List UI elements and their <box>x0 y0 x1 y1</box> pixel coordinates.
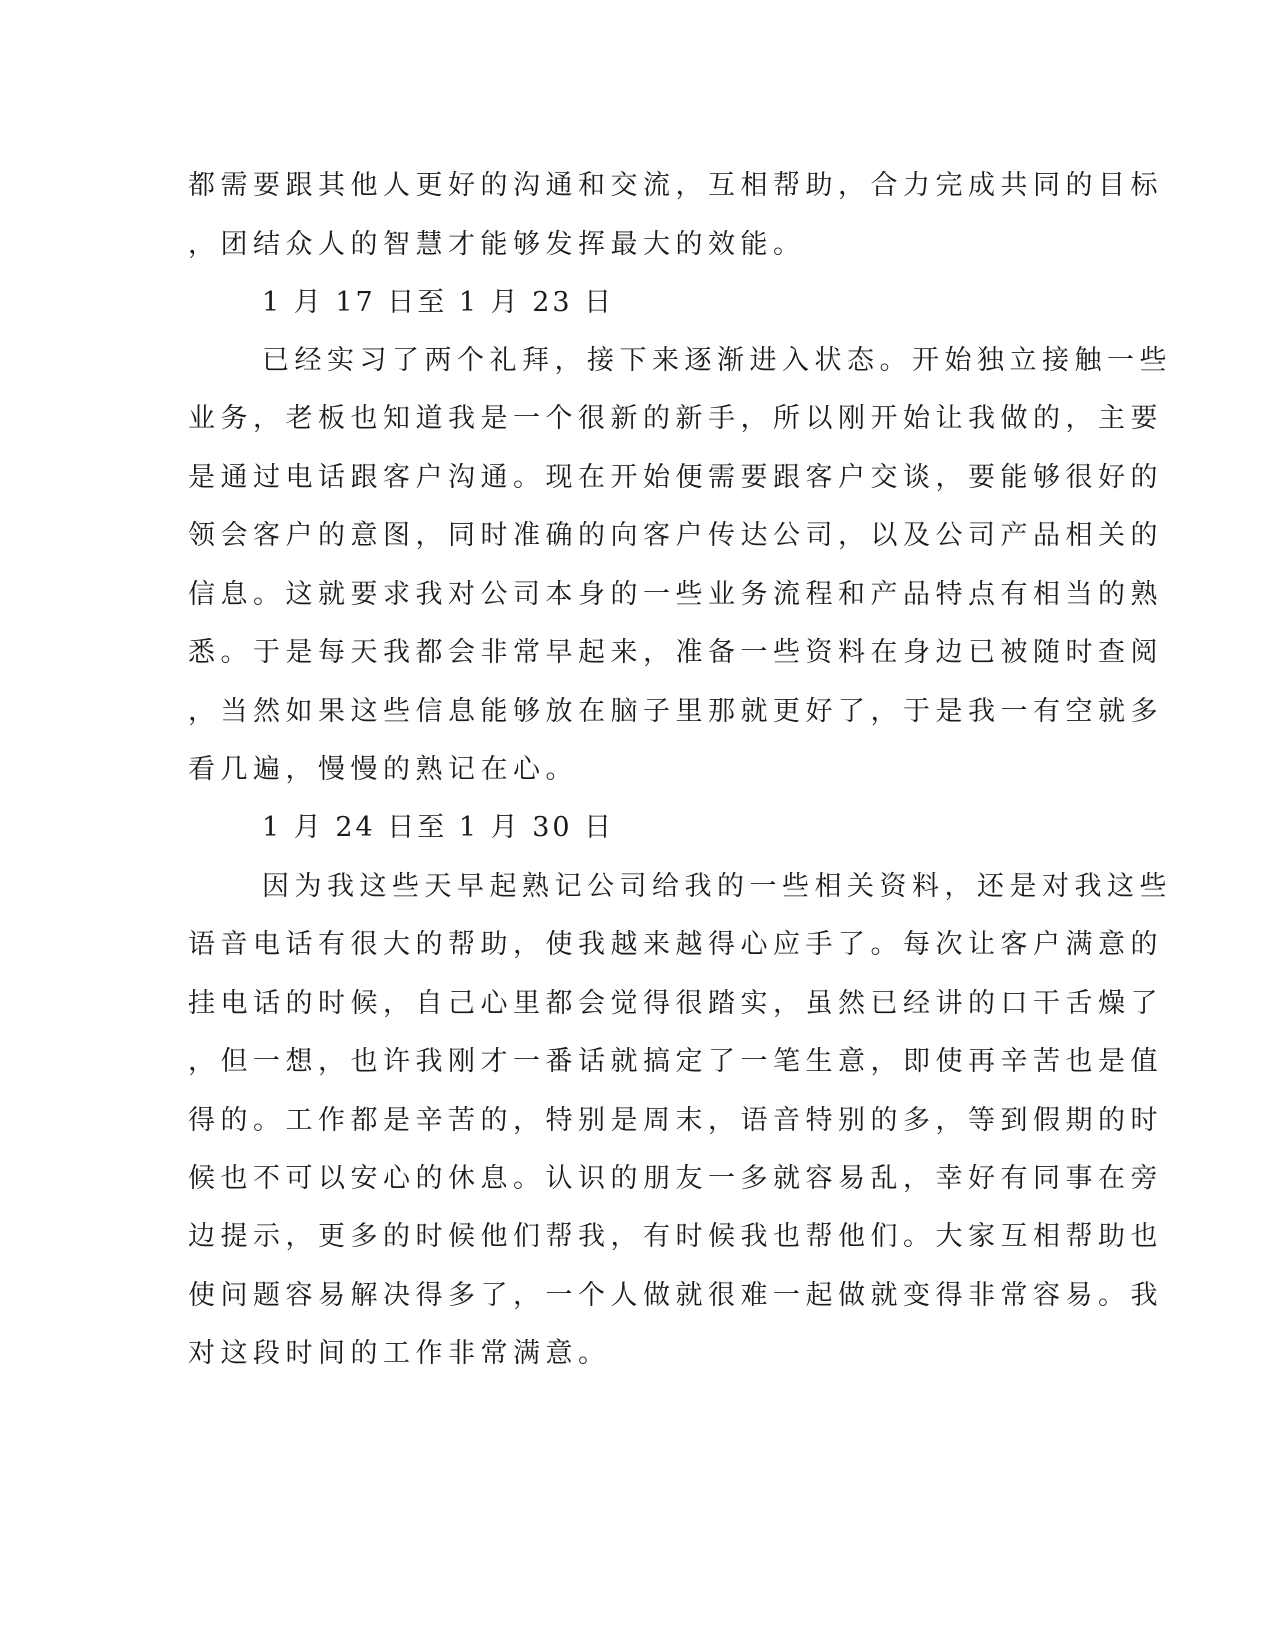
text-line: 边提示，更多的时候他们帮我，有时候我也帮他们。大家互相帮助也 <box>188 1221 1163 1252</box>
text-line: ，但一想，也许我刚才一番话就搞定了一笔生意，即使再辛苦也是值 <box>188 1046 1163 1077</box>
text-line: 对这段时间的工作非常满意。 <box>188 1338 611 1369</box>
text-line: 得的。工作都是辛苦的，特别是周末，语音特别的多，等到假期的时 <box>188 1105 1163 1136</box>
text-line: 语音电话有很大的帮助，使我越来越得心应手了。每次让客户满意的 <box>188 929 1163 960</box>
text-line: ，团结众人的智慧才能够发挥最大的效能。 <box>188 229 806 260</box>
text-line: ，当然如果这些信息能够放在脑子里那就更好了，于是我一有空就多 <box>188 696 1163 727</box>
text-line: 使问题容易解决得多了，一个人做就很难一起做就变得非常容易。我 <box>188 1280 1163 1311</box>
text-line: 挂电话的时候，自己心里都会觉得很踏实，虽然已经讲的口干舌燥了 <box>188 988 1163 1019</box>
text-line: 信息。这就要求我对公司本身的一些业务流程和产品特点有相当的熟 <box>188 579 1163 610</box>
text-line: 业务，老板也知道我是一个很新的新手，所以刚开始让我做的，主要 <box>188 403 1163 434</box>
text-line: 都需要跟其他人更好的沟通和交流，互相帮助，合力完成共同的目标 <box>188 170 1163 201</box>
section-date: 1 月 17 日至 1 月 23 日 <box>262 287 615 318</box>
paragraph-first-line: 已经实习了两个礼拜，接下来逐渐进入状态。开始独立接触一些 <box>262 345 1172 376</box>
section-date: 1 月 24 日至 1 月 30 日 <box>262 812 615 843</box>
text-line: 领会客户的意图，同时准确的向客户传达公司，以及公司产品相关的 <box>188 520 1163 551</box>
text-line: 候也不可以安心的休息。认识的朋友一多就容易乱，幸好有同事在旁 <box>188 1163 1163 1194</box>
text-line: 看几遍，慢慢的熟记在心。 <box>188 754 578 785</box>
text-line: 悉。于是每天我都会非常早起来，准备一些资料在身边已被随时查阅 <box>188 637 1163 668</box>
paragraph-first-line: 因为我这些天早起熟记公司给我的一些相关资料，还是对我这些 <box>262 871 1172 902</box>
text-line: 是通过电话跟客户沟通。现在开始便需要跟客户交谈，要能够很好的 <box>188 462 1163 493</box>
